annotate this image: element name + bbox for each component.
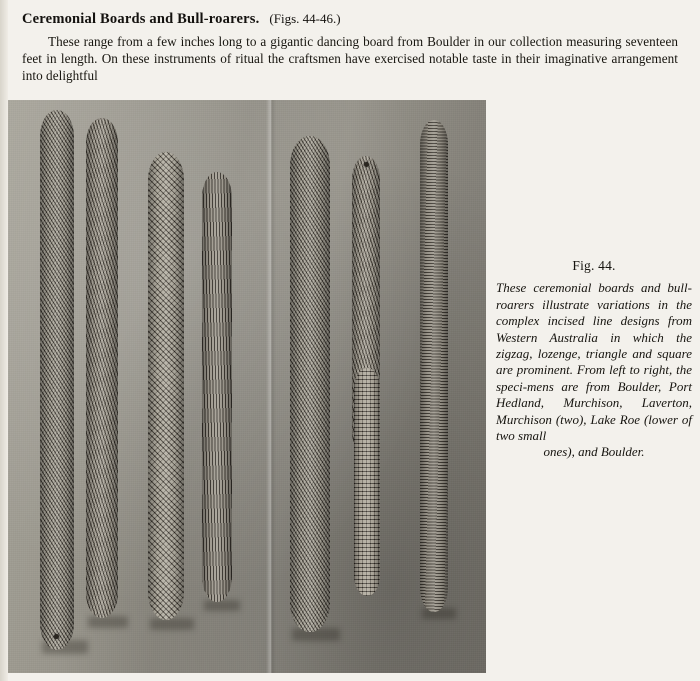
- page-edge: [0, 0, 8, 681]
- board-shading: [290, 136, 330, 632]
- board-boulder-right: [420, 120, 448, 612]
- board-shadow: [88, 616, 128, 628]
- board-shading: [148, 152, 184, 620]
- figure-label: Fig. 44.: [572, 258, 616, 273]
- board-hole: [54, 634, 59, 639]
- bullroarer-hole: [364, 162, 369, 167]
- bullroarer-lake-roe-lower: [354, 368, 380, 596]
- board-shading: [40, 110, 74, 650]
- figure-plate-image: [8, 100, 486, 673]
- plate-grain-texture: [8, 100, 486, 673]
- board-murchison-2: [290, 136, 330, 632]
- board-boulder-long: [40, 110, 74, 650]
- board-shading: [86, 118, 118, 618]
- section-heading-figure-reference: (Figs. 44-46.): [269, 11, 341, 26]
- board-laverton: [202, 172, 232, 602]
- paragraph-text: These range from a few inches long to a gigantic dancing board from Boulder in our collection measuring seventeen feet in length. On these instruments of ritual the craftsmen have exercised notable taste in their imaginative arrangement into delightful: [22, 34, 678, 84]
- board-shading: [354, 368, 380, 596]
- board-shadow: [150, 618, 194, 630]
- section-heading-title: Ceremonial Boards and Bull-roarers.: [22, 11, 260, 27]
- board-shading: [420, 120, 448, 612]
- board-murchison-1: [148, 152, 184, 620]
- plate-crease: [266, 100, 276, 673]
- figure-caption-text: These ceremonial boards and bull-roarers illustrate variations in the complex incised line designs from Western Australia in which the zigzag, lozenge, triangle and square are prominent. From left to right, the speci-mens are from Boulder, Port Hedland, Murchison, Laverton, Murchison (two), Lake Roe (lower of two small: [496, 280, 692, 444]
- body-paragraph: [22, 33, 678, 85]
- figure-caption: [496, 258, 692, 461]
- board-shadow: [204, 600, 240, 611]
- header-text-block: [0, 0, 700, 85]
- board-shading: [202, 172, 232, 602]
- section-heading: [22, 10, 678, 28]
- figure-caption-last-line: ones), and Boulder.: [543, 444, 645, 460]
- board-port-hedland: [86, 118, 118, 618]
